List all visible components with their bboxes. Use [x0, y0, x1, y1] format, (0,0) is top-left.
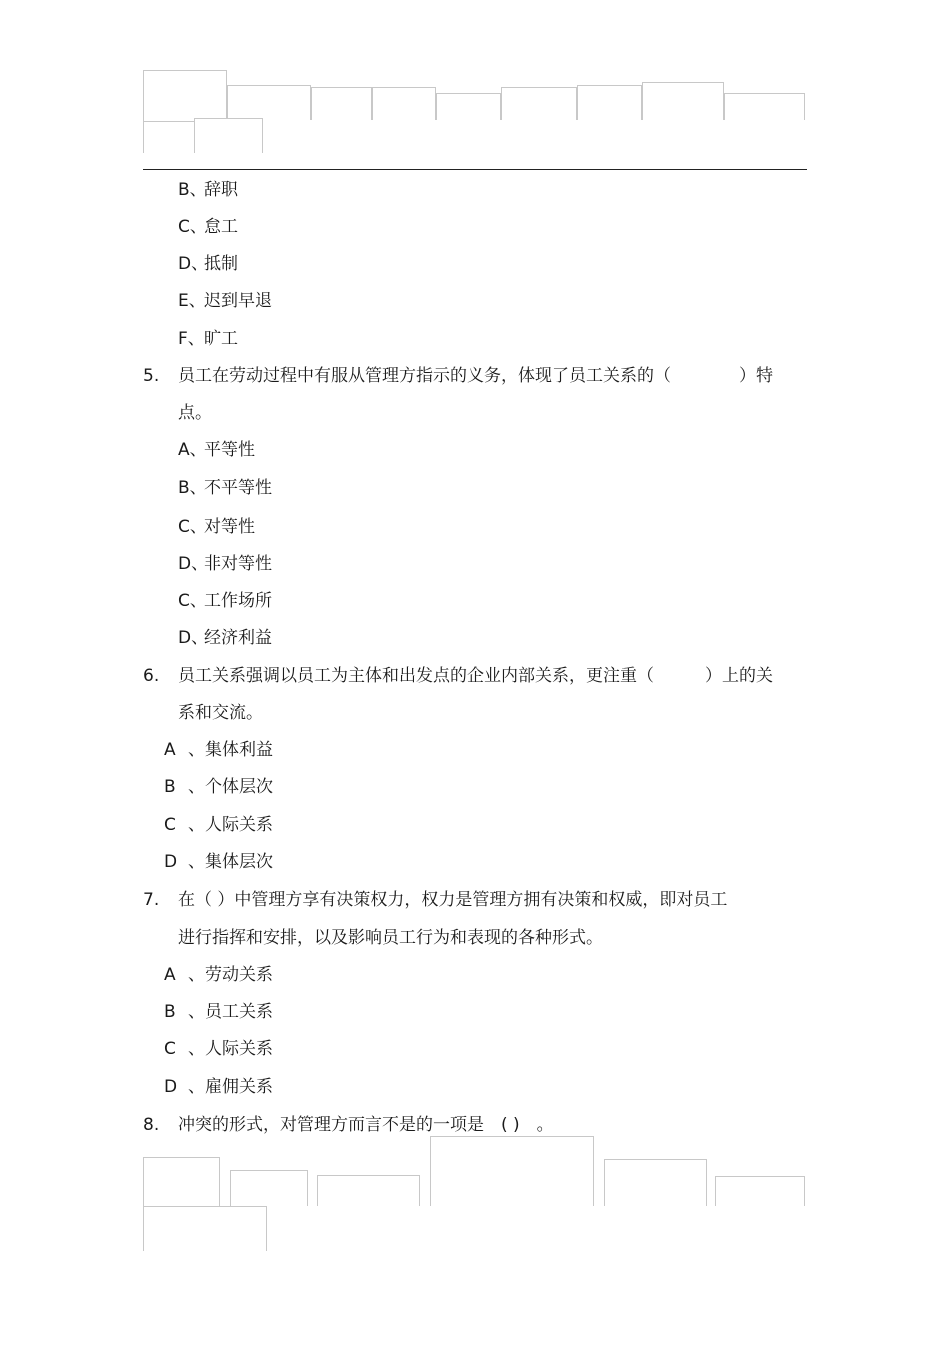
header-fragment — [501, 87, 577, 120]
header-fragment — [642, 82, 724, 120]
header-fragment — [311, 87, 372, 120]
header-fragment — [724, 93, 805, 120]
question-number: 5. — [143, 366, 160, 386]
option-text: 、人际关系 — [188, 1039, 273, 1059]
option-text: 、集体利益 — [188, 740, 273, 760]
header-fragment — [143, 121, 195, 153]
option-text: 不平等性 — [204, 478, 272, 498]
header-fragment — [143, 70, 227, 121]
option-letter: A、 — [178, 440, 207, 460]
option-letter: D、 — [178, 628, 209, 648]
option-text: 抵制 — [204, 254, 238, 274]
option-letter: C — [164, 1039, 176, 1059]
option-letter: A — [164, 740, 176, 760]
question-text: 系和交流。 — [178, 703, 263, 723]
option-text: 、集体层次 — [188, 852, 273, 872]
header-rule — [143, 169, 807, 170]
option-text: 对等性 — [204, 517, 255, 537]
option-text: 经济利益 — [204, 628, 272, 648]
option-letter: D、 — [178, 554, 209, 574]
option-letter: C — [164, 815, 176, 835]
option-letter: E、 — [178, 291, 206, 311]
footer-fragment — [317, 1175, 420, 1206]
footer-fragment — [143, 1206, 267, 1251]
option-text: 、员工关系 — [188, 1002, 273, 1022]
question-text: 员工关系强调以员工为主体和出发点的企业内部关系，更注重（ ）上的关 — [178, 666, 773, 686]
footer-fragment — [604, 1159, 707, 1206]
option-text: 工作场所 — [204, 591, 272, 611]
option-text: 怠工 — [204, 217, 238, 237]
footer-fragment — [430, 1136, 594, 1206]
question-text: 在（ ）中管理方享有决策权力，权力是管理方拥有决策和权威，即对员工 — [178, 890, 728, 910]
question-text: 点。 — [178, 403, 212, 423]
option-text: 、雇佣关系 — [188, 1077, 273, 1097]
header-fragment — [577, 85, 642, 120]
footer-fragment — [230, 1170, 308, 1206]
option-text: 、人际关系 — [188, 815, 273, 835]
option-letter: D — [164, 852, 178, 872]
option-text: 迟到早退 — [204, 291, 272, 311]
option-text: 旷工 — [204, 329, 238, 349]
option-letter: B — [164, 777, 176, 797]
question-number: 6. — [143, 666, 160, 686]
footer-fragment — [715, 1176, 805, 1206]
question-text: 进行指挥和安排，以及影响员工行为和表现的各种形式。 — [178, 928, 603, 948]
option-letter: C、 — [178, 217, 207, 237]
question-text: 冲突的形式，对管理方而言不是的一项是 ( ) 。 — [178, 1115, 554, 1135]
option-letter: C、 — [178, 517, 207, 537]
option-letter: B、 — [178, 180, 207, 200]
header-fragment — [372, 87, 436, 120]
option-letter: D、 — [178, 254, 209, 274]
option-text: 、劳动关系 — [188, 965, 273, 985]
header-fragment — [227, 85, 311, 120]
option-text: 、个体层次 — [188, 777, 273, 797]
question-number: 8. — [143, 1115, 160, 1135]
option-text: 非对等性 — [204, 554, 272, 574]
option-letter: D — [164, 1077, 178, 1097]
option-letter: F、 — [178, 329, 205, 349]
option-letter: A — [164, 965, 176, 985]
option-letter: B、 — [178, 478, 207, 498]
header-fragment — [194, 118, 263, 153]
option-text: 辞职 — [204, 180, 238, 200]
question-text: 员工在劳动过程中有服从管理方指示的义务，体现了员工关系的（ ）特 — [178, 366, 773, 386]
option-text: 平等性 — [204, 440, 255, 460]
option-letter: C、 — [178, 591, 207, 611]
option-letter: B — [164, 1002, 176, 1022]
question-number: 7. — [143, 890, 160, 910]
footer-fragment — [143, 1157, 220, 1206]
header-fragment — [436, 93, 501, 120]
